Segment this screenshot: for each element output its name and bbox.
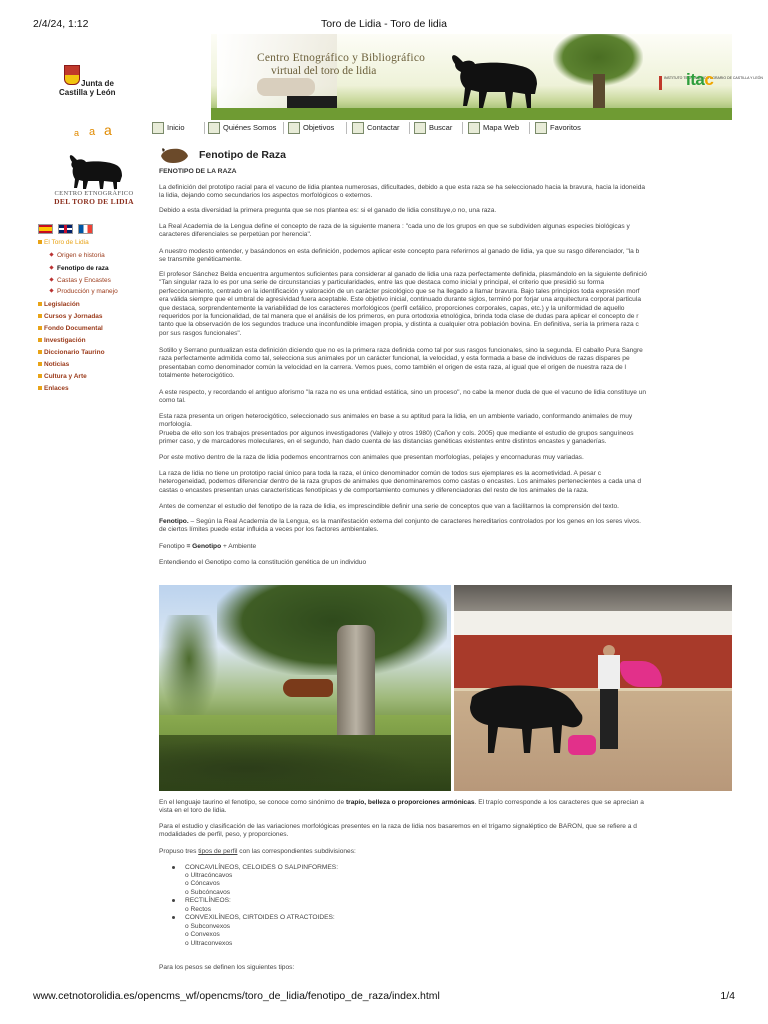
people-icon (208, 122, 220, 134)
nav-divider (204, 122, 205, 134)
home-icon (152, 122, 164, 134)
paragraph-3: La Real Academia de la Lengua define el concepto de raza de la siguiente manera : "cada uno de los grupos en que se subdividen algunas especies biológicas y caracteres diferenciales se perpetúan por herencia". (159, 223, 630, 239)
font-size-medium-button[interactable]: a (89, 126, 96, 138)
bull-icon (447, 50, 543, 112)
photo-bull-under-tree (159, 585, 451, 791)
target-icon (288, 122, 300, 134)
page-title-bar (159, 146, 732, 166)
junta-logo[interactable] (57, 64, 121, 100)
junta-line2: Castilla y León (59, 88, 116, 97)
paragraph-13: Entendiendo el Genotipo como la constitución genética de un individuo (159, 559, 367, 566)
bullet-icon (38, 350, 42, 354)
nav-divider (462, 122, 463, 134)
ita-brand-text: ita (686, 70, 705, 89)
junta-line1: Junta de (81, 79, 114, 88)
ita-brand-logo (686, 70, 713, 90)
paragraph-12: Fenotipo. – Según la Real Academia de la Lengua, es la manifestación externa del conjunto de caracteres hereditarios controlados por los genes en los seres vivos. de ciertos límites puede estar influida a veces por los factores ambientales. (159, 518, 641, 534)
language-selector (38, 224, 98, 234)
paragraph-17: Para los pesos se definen los siguientes tipos: (159, 964, 295, 971)
print-footer (0, 990, 768, 1024)
paragraph-11: Antes de comenzar el estudio del fenotipo de la raza de lidia, es imprescindible definir una serie de conceptos que van a facilitarnos la comprensión del texto. (159, 503, 620, 510)
bullet-icon (38, 386, 42, 390)
paragraph-4: A nuestro modesto entender, y basándonos en esta definición, podemos aplicar este concepto para referirnos al ganado de lidia, ya que su rasgo diferenciador, "la b se transmite genéticamente. (159, 248, 640, 264)
spanish-flag-icon[interactable] (38, 224, 53, 234)
font-size-large-button[interactable]: a (104, 122, 112, 138)
top-navigation: Inicio Quiénes Somos Objetivos Contactar Buscar Mapa Web Favoritos (150, 120, 732, 136)
bookmark-icon (535, 122, 547, 134)
ita-brand-mark: c (704, 70, 714, 89)
nav-divider (529, 122, 530, 134)
bullet-icon (49, 288, 53, 292)
print-title: Toro de Lidia - Toro de lidia (321, 18, 447, 30)
sitemap-icon (468, 122, 480, 134)
search-icon (414, 122, 426, 134)
paragraph-5: El profesor Sánchez Belda encuentra argumentos suficientes para considerar al ganado de lidia una raza perfectamente definida, plasmándolo en la siguiente definició "Tan singular raza lo es por una serie de circunstancias y particularidades, entre las que destaca como inicial y principal, el criterio que presidió su forma perfeccionamiento, centrado en la identificación y valoración de un carácter psicológico que se ha llegado a llamar bravura. Bajo tales principios toda expresión morf era válida siempre que el umbral de agresividad fuera aceptable. Este objetivo inicial, continuado durante siglos, terminó por forjar una arquitectura corporal particula que destaca, sorprendentemente la variabilidad de los caracteres morfológicos (perfil cefálico, proporciones corporales, capas, etc.) y la uniformidad de aquello requeridos por la funcionalidad, de tal manera que el análisis de los primeros, en pura ortodoxia etnológica, brinda toda clase de dudas para aplicar el concepto de r tanto que la observación de los segundos traduce una inconfundible imagen propia, y distinta a cualquier otra población bovina. En definitiva, sería la primera raza c por sus rasgos funcionales". (159, 271, 647, 337)
paragraph-15: Para el estudio y clasificación de las variaciones morfológicas presentes en la raza de lidia nos basaremos en el trígamo signaléptico de BARON, que se refiere a d modalidades de perfil, peso, y proporciones. (159, 823, 637, 839)
print-page-number: 1/4 (720, 990, 735, 1002)
ita-text: INSTITUTO TECNOLÓGICO AGRARIO DE CASTILLA Y LEÓN (664, 76, 763, 80)
paragraph-1: La definición del prototipo racial para el vacuno de lidia plantea numerosas, dificultades, debido a que esta raza se ha seleccionado hacia la bravura, hacia la idoneida la lidia, dejando como secundarios los aspectos morfológicos o externos. (159, 184, 646, 200)
bull-head-icon (159, 146, 189, 164)
paragraph-7: A este respecto, y recordando el antiguo aforismo "la raza no es una entidad estática, sino un proceso", no cabe la menor duda de que el vacuno de lidia constituye un como tal. (159, 389, 647, 405)
bullet-icon (38, 338, 42, 342)
paragraph-6: Sotillo y Serrano puntualizan esta definición diciendo que no es la primera raza definida como tal por sus rasgos funcionales, sino la segunda. El caballo Pura Sangre raza perfectamente admitida como tal, selecciona sus animales por un carácter funcional, la velocidad, y esta formada a base de individuos de razas dispares pe presentaban como denominador común la velocidad en la carrera. Vemos pues, como también el origen de esta raza, al igual que el origen de nuestra raza de l totalmente heterocigótico. (159, 347, 643, 380)
bull-figure (283, 679, 333, 697)
banner-tree-image (553, 34, 643, 108)
bullet-icon (38, 314, 42, 318)
bullet-icon (38, 240, 42, 244)
site-logo[interactable] (46, 152, 142, 208)
font-size-small-button[interactable]: a (74, 128, 80, 138)
mail-icon (352, 122, 364, 134)
coat-of-arms-icon (64, 65, 80, 85)
banner-title-line2: virtual del toro de lidia (271, 65, 377, 77)
logo-line2: DEL TORO DE LIDIA (54, 197, 134, 206)
english-flag-icon[interactable] (58, 224, 73, 234)
bullet-icon (38, 326, 42, 330)
bullfighter-figure (598, 645, 620, 755)
section-subtitle: FENOTIPO DE LA RAZA (159, 168, 237, 175)
bullet-icon (38, 374, 42, 378)
print-url: www.cetnotorolidia.es/opencms_wf/opencms/toro_de_lidia/fenotipo_de_raza/index.html (33, 990, 440, 1002)
paragraph-14: En el lenguaje taurino el fenotipo, se conoce como sinónimo de trapío, belleza o proporciones armónicas. El trapío corresponde a los caracteres que se aprecian a vista en el toro de lidia. (159, 799, 644, 815)
font-size-controls (74, 122, 134, 138)
bull-logo-icon (46, 152, 142, 190)
formula-line: Fenotipo = Genotipo + Ambiente (159, 543, 257, 550)
cape (568, 735, 596, 755)
french-flag-icon[interactable] (78, 224, 93, 234)
bullet-icon (38, 302, 42, 306)
header-banner (211, 34, 763, 120)
paragraph-10: La raza de lidia no tiene un prototipo racial único para toda la raza, el único denominador común de todos sus ejemplares es la acometividad. A pesar c heterogeneidad, podemos diferenciar dentro de la raza grupos de animales que denominaremos como castas o encastes. Los animales pertenecientes a cada una d castas o encastes presentan unas características fenotípicas y de comportamiento comunes y diferenciadoras del resto de los animales de la raza. (159, 470, 642, 494)
photo-bullfight-arena (454, 585, 732, 791)
logo-line1: CENTRO ETNOGRÁFICO (54, 190, 134, 197)
page-title: Fenotipo de Raza (199, 149, 286, 161)
print-datetime: 2/4/24, 1:12 (33, 18, 89, 30)
tipos-de-perfil-link[interactable]: tipos de perfil (198, 848, 238, 855)
bullet-icon (49, 265, 53, 269)
paragraph-8: Esta raza presenta un origen heterocigótico, seleccionado sus animales en base a su aptitud para la lidia, en un ambiente variado, conformando animales de muy morfología. Prueba de ello son los trabajos presentados por algunos investigadores (Vallejo y otros 1980) (Cañon y cols. 2005) que mediante el estudio de grupos sanguíneos primer caso, y de marcadores moleculares, en el segundo, han dado cuenta de las distancias genéticas existentes entre distintos encastes y ganaderías. (159, 413, 634, 446)
nav-divider (409, 122, 410, 134)
nav-divider (346, 122, 347, 134)
bullet-icon (49, 252, 53, 256)
banner-title-line1: Centro Etnográfico y Bibliográfico (257, 52, 426, 64)
paragraph-9: Por este motivo dentro de la raza de lidia podemos encontrarnos con animales que presentan morfologías, pelajes y encornaduras muy variadas. (159, 454, 584, 461)
print-header (0, 0, 768, 34)
nav-divider (283, 122, 284, 134)
paragraph-16: Propuso tres tipos de perfil con las correspondientes subdivisiones: (159, 848, 356, 855)
paragraph-2: Debido a esta diversidad la primera pregunta que se nos plantea es: si el ganado de lidia constituye,o no, una raza. (159, 207, 497, 214)
bullet-icon (49, 277, 53, 281)
bullet-icon (38, 362, 42, 366)
